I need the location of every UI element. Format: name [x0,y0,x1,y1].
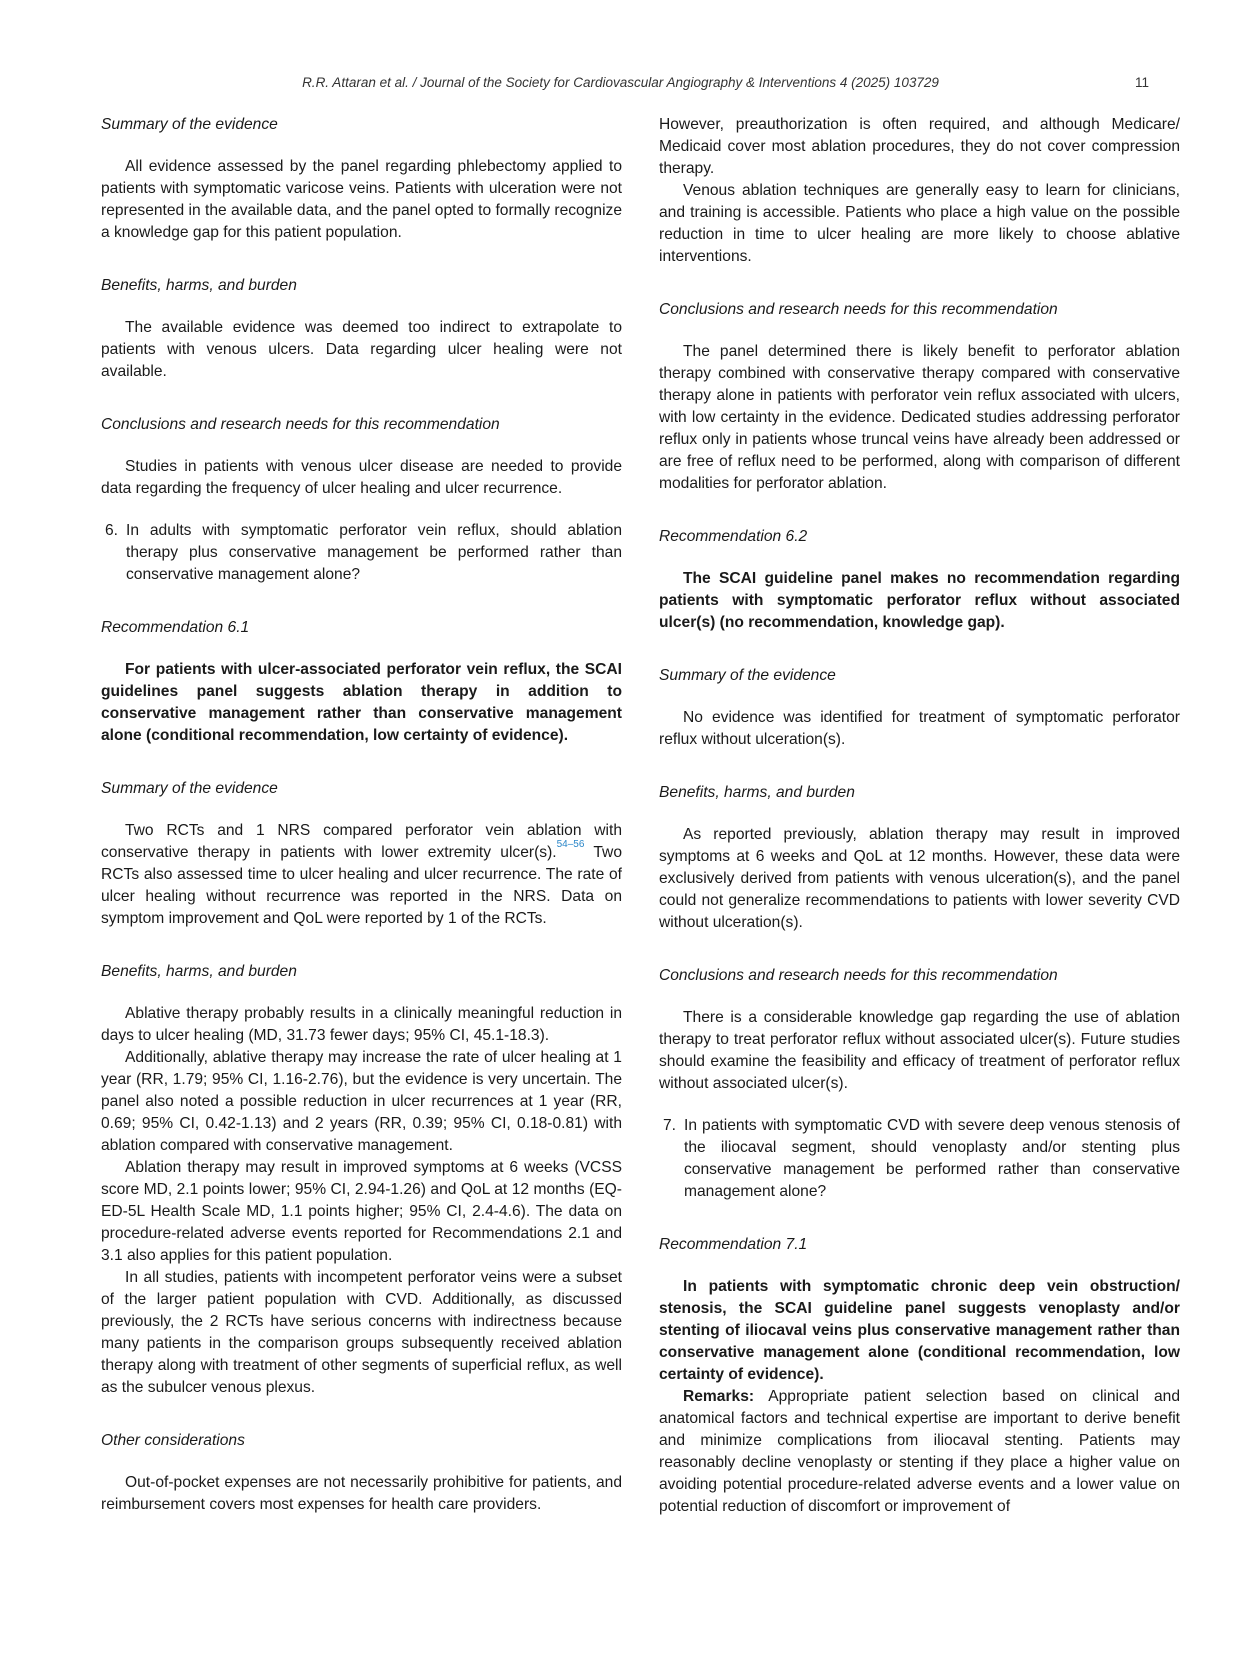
paragraph: Ablation therapy may result in improved symptoms at 6 weeks (VCSS score MD, 2.1 points lower; 95% CI, 2.94-1.26) and QoL at 12 months (EQ-ED-5L Health Scale MD, 1.1 points higher; 95% CI, 2.4-4.6). The data on procedure-related adverse events reported for Recommendations 2.1 and 3.1 also applies for this patient population. [101,1159,622,1264]
paragraph: All evidence assessed by the panel regarding phlebectomy applied to patients with symptomatic varicose veins. Patients with ulceration were not represented in the available data, and the panel opted to formally recognize a knowledge gap for this patient population. [101,158,623,241]
right-column [659,114,1180,1518]
section-heading: Summary of the evidence [101,116,278,133]
running-header [0,75,1241,97]
left-column [101,114,622,1516]
paragraph-text: Two RCTs also assessed time to ulcer healing and ulcer recurrence. The rate of ulcer healing without recurrence was reported in the NRS. Data on symptom improvement and QoL were reported by 1 of the RCTs. [101,844,622,927]
paragraph: No evidence was identified for treatment of symptomatic perforator reflux without ulceration(s). [659,709,1180,748]
section-heading: Recommendation 7.1 [659,1236,808,1253]
paragraph: Ablative therapy probably results in a clinically meaningful reduction in days to ulcer healing (MD, 31.73 fewer days; 95% CI, 45.1-18.3). [101,1005,622,1044]
paragraph: Out-of-pocket expenses are not necessarily prohibitive for patients, and reimbursement covers most expenses for health care providers. [101,1474,622,1513]
remarks-paragraph [659,1386,1180,1518]
paragraph: Studies in patients with venous ulcer disease are needed to provide data regarding the frequency of ulcer healing and ulcer recurrence. [101,458,622,497]
paragraph: There is a considerable knowledge gap regarding the use of ablation therapy to treat perforator reflux without associated ulcer(s). Future studies should examine the feasibility and efficacy of treatment of perforator reflux without associated ulcer(s). [659,1009,1180,1092]
question-number: 6. [105,522,119,539]
paragraph: Additionally, ablative therapy may increase the rate of ulcer healing at 1 year (RR, 1.79; 95% CI, 1.16-2.76), but the evidence is very uncertain. The panel also noted a possible reduction in ulcer recurrences at 1 year (RR, 0.69; 95% CI, 0.42-1.13) and 2 years (RR, 0.39; 95% CI, 0.18-0.81) with ablation compared with conservative management. [101,1049,622,1154]
running-title: R.R. Attaran et al. / Journal of the Society for Cardiovascular Angiography & Interventions 4 (2025) 103729 [302,75,939,90]
remarks-text: Appropriate patient selection based on clinical and anatomical factors and technical expertise are important to derive benefit and minimize complications from iliocaval stenting. Patients may reasonably decline venoplasty or stenting if they place a higher value on avoiding potential procedure-related adverse events and a lower value on potential reduction of discomfort or improvement of [659,1388,1180,1515]
section-heading: Other considerations [101,1432,245,1449]
key-question-6 [101,520,622,586]
paragraph: As reported previously, ablation therapy may result in improved symptoms at 6 weeks and QoL at 12 months. However, these data were exclusively derived from patients with venous ulceration(s), and the panel could not generalize recommendations to patients with lower severity CVD without ulceration(s). [659,826,1180,931]
reference-link[interactable]: 54–56 [556,839,585,850]
question-text: In adults with symptomatic perforator vein reflux, should ablation therapy plus conservative management be performed rather than conservative management alone? [126,522,622,583]
key-question-7 [659,1115,1180,1203]
recommendation-6-2: The SCAI guideline panel makes no recommendation regarding patients with symptomatic perforator reflux without associated ulcer(s) (no recommendation, knowledge gap). [659,570,1180,631]
remarks-label: Remarks: [683,1388,755,1405]
page-number: 11 [1134,75,1149,90]
paragraph: Venous ablation techniques are generally easy to learn for clinicians, and training is accessible. Patients who place a high value on the possible reduction in time to ulcer healing are more likely to choose ablative interventions. [659,182,1180,265]
section-heading: Benefits, harms, and burden [659,784,855,801]
paragraph: However, preauthorization is often required, and although Medicare/ Medicaid cover most ablation procedures, they do not cover compression therapy. [659,116,1180,177]
paragraph [101,820,622,930]
recommendation-7-1: In patients with symptomatic chronic deep vein obstruction/ stenosis, the SCAI guideline panel suggests venoplasty and/or stenting of iliocaval veins plus conservative management rather than conservative management alone (conditional recommendation, low certainty of evidence). [659,1278,1180,1383]
question-text: In patients with symptomatic CVD with severe deep venous stenosis of the iliocaval segment, should venoplasty and/or stenting plus conservative management be performed rather than conservative management alone? [684,1117,1180,1200]
section-heading: Recommendation 6.2 [659,528,808,545]
recommendation-6-1: For patients with ulcer-associated perforator vein reflux, the SCAI guidelines panel suggests ablation therapy in addition to conservative management rather than conservative management alone (conditional recommendation, low certainty of evidence). [101,661,622,744]
paragraph: In all studies, patients with incompetent perforator veins were a subset of the larger patient population with CVD. Additionally, as discussed previously, the 2 RCTs have serious concerns with indirectness because many patients in the comparison groups subsequently received ablation therapy along with treatment of other segments of superficial reflux, as well as the subulcer venous plexus. [101,1269,622,1396]
section-heading: Benefits, harms, and burden [101,963,297,980]
section-heading: Summary of the evidence [101,780,278,797]
section-heading: Conclusions and research needs for this recommendation [659,967,1058,984]
paragraph: The available evidence was deemed too indirect to extrapolate to patients with venous ulcers. Data regarding ulcer healing were not available. [101,319,622,380]
section-heading: Recommendation 6.1 [101,619,250,636]
question-number: 7. [663,1117,677,1134]
section-heading: Conclusions and research needs for this recommendation [659,301,1058,318]
paragraph-text: Two RCTs and 1 NRS compared perforator vein ablation with conservative therapy in patients with lower extremity ulcer(s). [101,822,622,861]
section-heading: Summary of the evidence [659,667,836,684]
section-heading: Benefits, harms, and burden [101,277,297,294]
section-heading: Conclusions and research needs for this recommendation [101,416,500,433]
paragraph: The panel determined there is likely benefit to perforator ablation therapy combined with conservative therapy compared with conservative therapy alone in patients with perforator vein reflux associated with ulcers, with low certainty in the evidence. Dedicated studies addressing perforator reflux only in patients whose truncal veins have already been addressed or are free of reflux need to be performed, along with comparison of different modalities for perforator ablation. [659,343,1180,492]
